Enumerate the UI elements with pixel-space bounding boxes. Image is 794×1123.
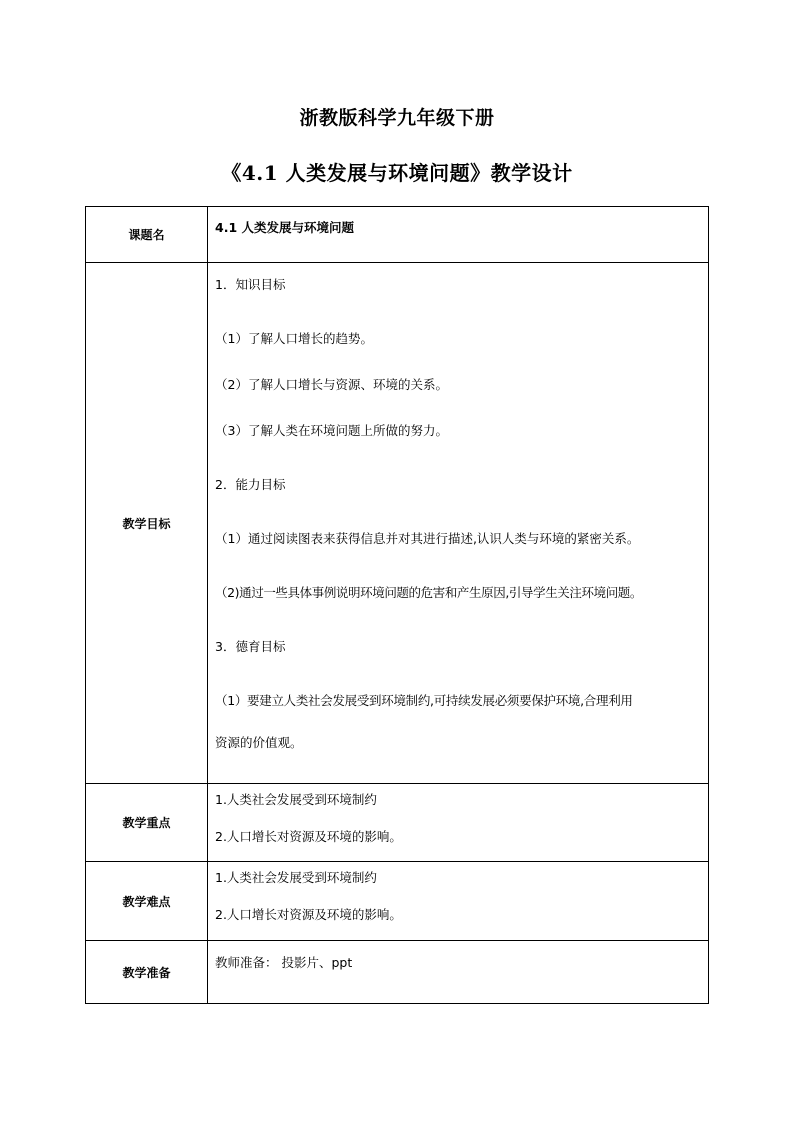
topic-label: 课题名 xyxy=(86,207,208,263)
table-row-key-points xyxy=(86,784,709,862)
key-points-cell xyxy=(208,784,709,862)
goal-line: （2)通过一些具体事例说明环境问题的危害和产生原因,引导学生关注环境问题。 xyxy=(215,585,643,600)
goal-line: （3）了解人类在环境问题上所做的努力。 xyxy=(215,423,448,438)
lesson-plan-table xyxy=(85,206,709,1004)
key-point-line: 1.人类社会发展受到环境制约 xyxy=(215,792,377,807)
preparation-label: 教学准备 xyxy=(86,941,208,1004)
difficulty-line: 2.人口增长对资源及环境的影响。 xyxy=(215,907,402,922)
goals-label: 教学目标 xyxy=(86,263,208,784)
goal-line: 资源的价值观。 xyxy=(215,735,303,750)
goal-line: （1）要建立人类社会发展受到环境制约,可持续发展必须要保护环境,合理利用 xyxy=(215,693,633,708)
document-subtitle: 《4.1 人类发展与环境问题》教学设计 xyxy=(221,161,573,185)
goal-line: 3．德育目标 xyxy=(215,639,286,654)
goal-line: （2）了解人口增长与资源、环境的关系。 xyxy=(215,377,448,392)
topic-cell xyxy=(208,207,709,263)
table-row-topic xyxy=(86,207,709,263)
goal-line: 1．知识目标 xyxy=(215,277,286,292)
preparation-value: 教师准备： 投影片、ppt xyxy=(215,955,353,970)
goal-line: （1）了解人口增长的趋势。 xyxy=(215,331,373,346)
document-title: 浙教版科学九年级下册 xyxy=(299,107,495,129)
table-row-goals xyxy=(86,263,709,784)
goal-line: 2．能力目标 xyxy=(215,477,286,492)
topic-value: 4.1 人类发展与环境问题 xyxy=(215,220,354,235)
table-row-preparation xyxy=(86,941,709,1004)
preparation-cell xyxy=(208,941,709,1004)
goal-line: （1）通过阅读图表来获得信息并对其进行描述,认识人类与环境的紧密关系。 xyxy=(215,531,640,546)
difficulties-cell xyxy=(208,862,709,941)
goals-cell xyxy=(208,263,709,784)
key-point-line: 2.人口增长对资源及环境的影响。 xyxy=(215,829,402,844)
difficulties-label: 教学难点 xyxy=(86,862,208,941)
table-row-difficulties xyxy=(86,862,709,941)
key-points-label: 教学重点 xyxy=(86,784,208,862)
difficulty-line: 1.人类社会发展受到环境制约 xyxy=(215,870,377,885)
